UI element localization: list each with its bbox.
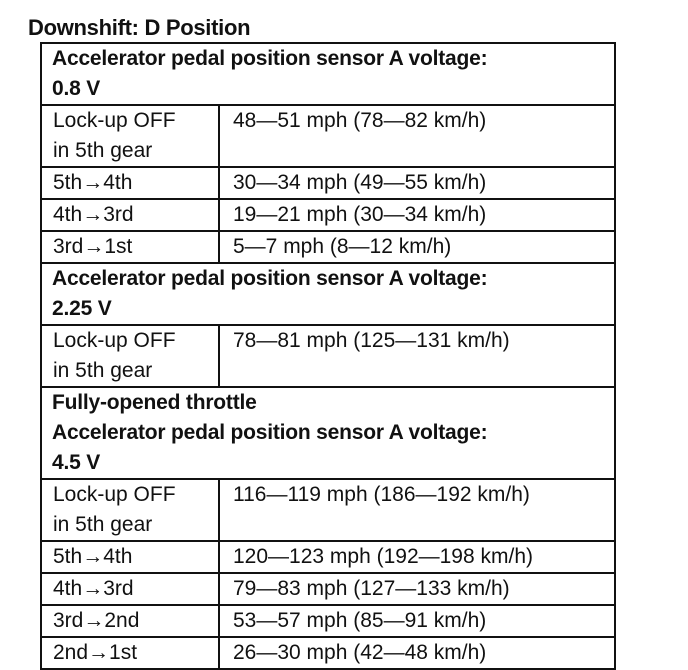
table-row xyxy=(41,231,615,263)
section-header-line: 0.8 V xyxy=(52,77,101,100)
shift-condition-text: 3rd→1st xyxy=(53,235,133,258)
shift-speed-cell: 79—83 mph (127—133 km/h) xyxy=(219,573,615,605)
shift-condition-cell xyxy=(41,105,219,167)
shift-condition-text: in 5th gear xyxy=(53,359,153,382)
shift-speed-cell: 116—119 mph (186—192 km/h) xyxy=(219,479,615,541)
shift-speed-cell: 120—123 mph (192—198 km/h) xyxy=(219,541,615,573)
section-header-line: Accelerator pedal position sensor A voltage: xyxy=(52,47,488,70)
table-row xyxy=(41,541,615,573)
section-header xyxy=(41,43,615,105)
shift-condition-text: 4th→3rd xyxy=(53,577,134,600)
shift-condition-text: 3rd→2nd xyxy=(53,609,140,632)
downshift-spec-table xyxy=(40,42,616,670)
shift-condition-cell xyxy=(41,605,219,637)
section-header xyxy=(41,387,615,479)
shift-speed-cell: 78—81 mph (125—131 km/h) xyxy=(219,325,615,387)
shift-condition-text: 5th→4th xyxy=(53,545,133,568)
section-header-line: 2.25 V xyxy=(52,297,112,320)
shift-condition-cell xyxy=(41,573,219,605)
shift-speed-cell: 19—21 mph (30—34 km/h) xyxy=(219,199,615,231)
shift-condition-text: in 5th gear xyxy=(53,513,153,536)
shift-condition-text: Lock-up OFF xyxy=(53,329,176,352)
shift-condition-cell xyxy=(41,325,219,387)
shift-condition-text: 5th→4th xyxy=(53,171,133,194)
section-header-line: Accelerator pedal position sensor A voltage: xyxy=(52,267,488,290)
table-row xyxy=(41,167,615,199)
shift-condition-text: Lock-up OFF xyxy=(53,109,176,132)
table-row xyxy=(41,105,615,167)
shift-condition-cell xyxy=(41,199,219,231)
shift-condition-cell xyxy=(41,479,219,541)
table-row xyxy=(41,573,615,605)
shift-condition-text: in 5th gear xyxy=(53,139,153,162)
shift-condition-text: 4th→3rd xyxy=(53,203,134,226)
shift-condition-cell xyxy=(41,541,219,573)
table-row xyxy=(41,605,615,637)
shift-condition-cell xyxy=(41,167,219,199)
section-header-line: 4.5 V xyxy=(52,451,101,474)
shift-speed-cell: 48—51 mph (78—82 km/h) xyxy=(219,105,615,167)
spec-table-body xyxy=(41,43,615,669)
shift-speed-cell: 5—7 mph (8—12 km/h) xyxy=(219,231,615,263)
shift-condition-text: Lock-up OFF xyxy=(53,483,176,506)
shift-condition-text: 2nd→1st xyxy=(53,641,138,664)
table-row xyxy=(41,637,615,669)
section-header-line: Accelerator pedal position sensor A voltage: xyxy=(52,421,488,444)
shift-speed-cell: 30—34 mph (49—55 km/h) xyxy=(219,167,615,199)
section-header-row xyxy=(41,263,615,325)
section-header-row xyxy=(41,43,615,105)
shift-condition-cell xyxy=(41,231,219,263)
table-row xyxy=(41,479,615,541)
section-header-line: Fully-opened throttle xyxy=(52,391,257,414)
shift-speed-cell: 53—57 mph (85—91 km/h) xyxy=(219,605,615,637)
table-row xyxy=(41,325,615,387)
section-header-row xyxy=(41,387,615,479)
shift-speed-cell: 26—30 mph (42—48 km/h) xyxy=(219,637,615,669)
shift-condition-cell xyxy=(41,637,219,669)
page-title: Downshift: D Position xyxy=(28,15,251,40)
table-row xyxy=(41,199,615,231)
section-header xyxy=(41,263,615,325)
